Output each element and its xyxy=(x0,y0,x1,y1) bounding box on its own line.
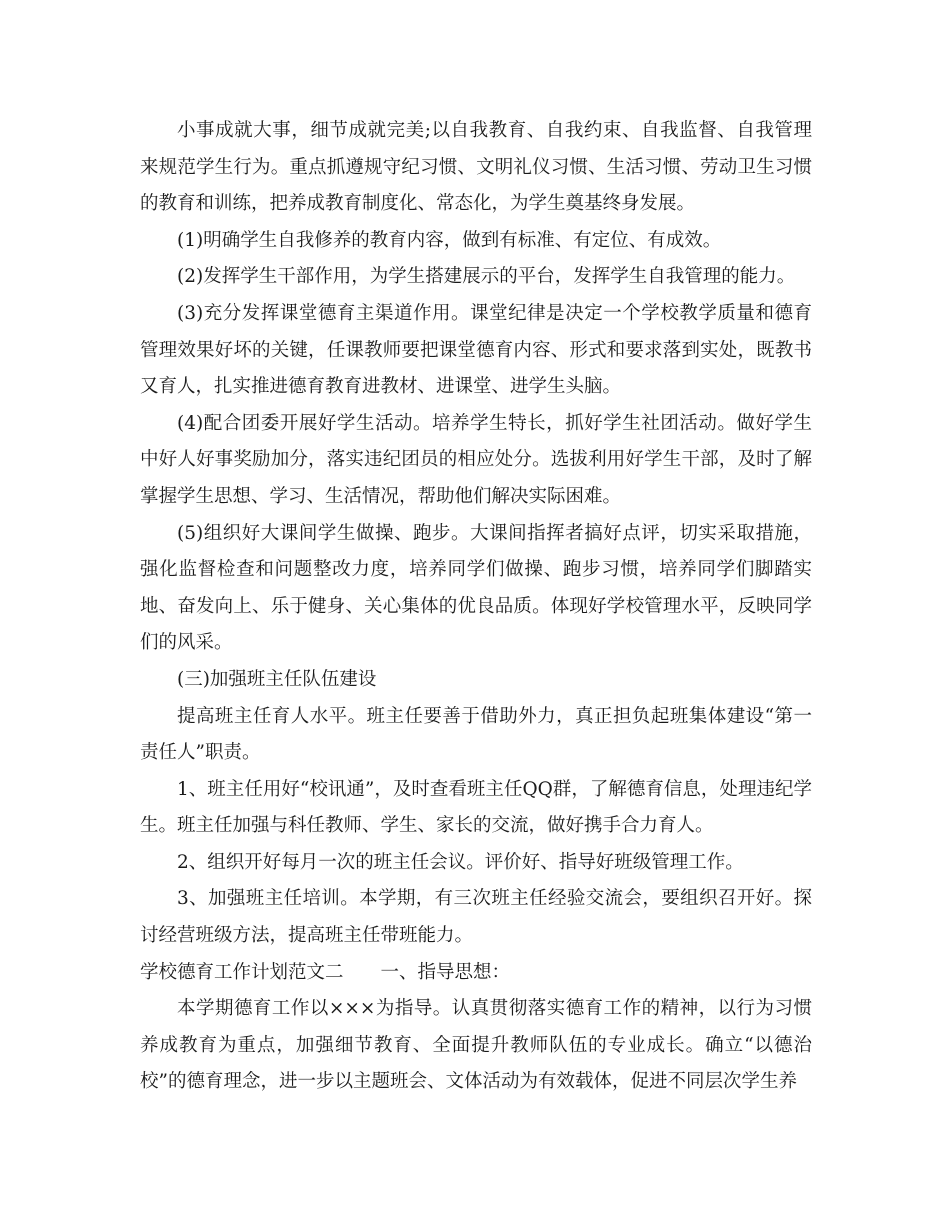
paragraph-class-teacher-1: 1、班主任用好“校讯通”，及时查看班主任QQ群，了解德育信息，处理违纪学生。班主任加强与科任教师、学生、家长的交流，做好携手合力育人。 xyxy=(140,778,812,837)
paragraph-class-teacher-3: 3、加强班主任培训。本学期，有三次班主任经验交流会，要组织召开好。探讨经营班级方法，提高班主任带班能力。 xyxy=(140,888,812,947)
paragraph-class-teacher-intro: 提高班主任育人水平。班主任要善于借助外力，真正担负起班集体建设“第一责任人”职责。 xyxy=(140,705,812,764)
paragraph-item-4: (4)配合团委开展好学生活动。培养学生特长，抓好学生社团活动。做好学生中好人好事奖励加分，落实违纪团员的相应处分。选拔利用好学生干部，及时了解掌握学生思想、学习、生活情况，帮助他们解决实际困难。 xyxy=(140,412,812,507)
sample-two-heading: 学校德育工作计划范文二 一、指导思想： xyxy=(140,961,511,983)
document-body xyxy=(140,113,812,1101)
paragraph-item-3: (3)充分发挥课堂德育主渠道作用。课堂纪律是决定一个学校教学质量和德育管理效果好坏的关键，任课教师要把课堂德育内容、形式和要求落到实处，既教书又育人，扎实推进德育教育进教材、进课堂、进学生头脑。 xyxy=(140,302,812,398)
paragraph-item-2: (2)发挥学生干部作用，为学生搭建展示的平台，发挥学生自我管理的能力。 xyxy=(177,266,796,288)
section-heading-3: (三)加强班主任队伍建设 xyxy=(177,668,377,690)
paragraph-item-5: (5)组织好大课间学生做操、跑步。大课间指挥者搞好点评，切实采取措施，强化监督检查和问题整改力度，培养同学们做操、跑步习惯，培养同学们脚踏实地、奋发向上、乐于健身、关心集体的优良品质。体现好学校管理水平，反映同学们的风采。 xyxy=(140,522,812,654)
paragraph-guiding-thought: 本学期德育工作以×××为指导。认真贯彻落实德育工作的精神，以行为习惯养成教育为重点，加强细节教育、全面提升教师队伍的专业成长。确立“以德治校”的德育理念，进一步以主题班会、文体活动为有效载体，促进不同层次学生养 xyxy=(140,998,812,1093)
paragraph-item-1: (1)明确学生自我修养的教育内容，做到有标准、有定位、有成效。 xyxy=(177,229,722,251)
paragraph-class-teacher-2: 2、组织开好每月一次的班主任会议。评价好、指导好班级管理工作。 xyxy=(177,851,744,873)
paragraph-habit-formation: 小事成就大事，细节成就完美;以自我教育、自我约束、自我监督、自我管理来规范学生行为。重点抓遵规守纪习惯、文明礼仪习惯、生活习惯、劳动卫生习惯的教育和训练，把养成教育制度化、常态化，为学生奠基终身发展。 xyxy=(140,120,812,215)
